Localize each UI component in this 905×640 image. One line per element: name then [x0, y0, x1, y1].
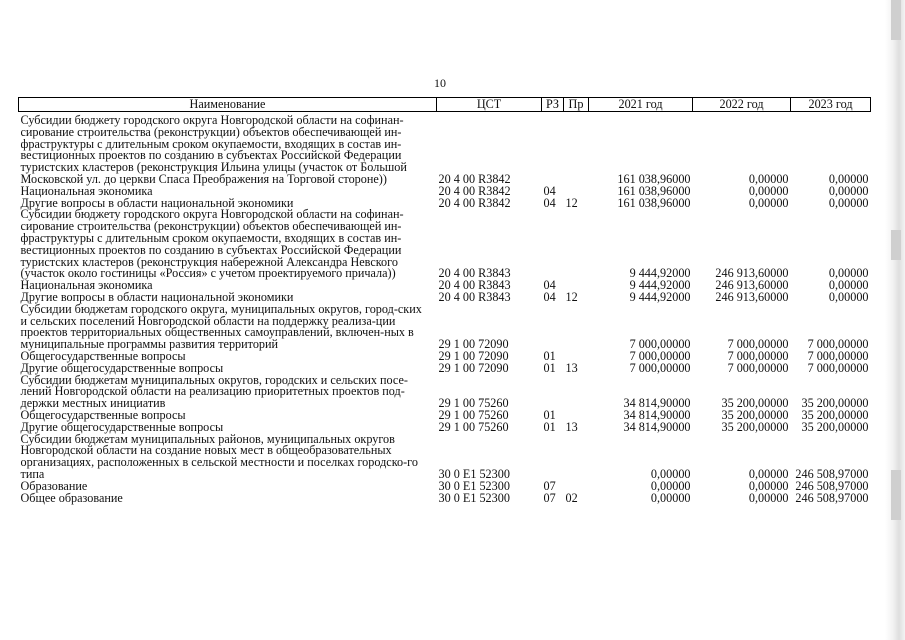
table-row — [19, 434, 871, 481]
row-2023: 35 200,00000 — [801, 407, 869, 422]
header-cst: ЦСТ — [437, 98, 542, 112]
row-cst: 29 1 00 72090 — [438, 337, 509, 352]
row-cst: 30 0 E1 52300 — [438, 478, 510, 493]
header-2023: 2023 год — [791, 98, 871, 112]
row-name: Другие вопросы в области национальной экономики — [20, 289, 294, 304]
row-cst: 29 1 00 75260 — [438, 419, 509, 434]
row-cst: 20 4 00 R3842 — [438, 195, 511, 210]
row-rz: 01 — [543, 407, 556, 422]
table-row — [19, 209, 871, 280]
row-name: Образование — [20, 478, 88, 493]
row-2021: 7 000,00000 — [629, 348, 691, 363]
row-cst: 29 1 00 72090 — [438, 360, 509, 375]
row-name: Общее образование — [20, 490, 123, 505]
row-2022: 0,00000 — [748, 171, 789, 186]
row-2022: 0,00000 — [748, 490, 789, 505]
row-2021: 161 038,96000 — [617, 183, 691, 198]
row-name: Субсидии бюджетам городского округа, муниципальных округов, город-ских и сельских поселений Новгородской области на поддержку реализа-ции проектов территориальных общественных самоуправлений, включен-ных в муниципальные программы развития территорий — [20, 301, 422, 352]
row-2021: 0,00000 — [650, 478, 691, 493]
row-rz: 07 — [543, 478, 556, 493]
row-2023: 246 508,97000 — [795, 466, 869, 481]
row-pr — [564, 375, 589, 410]
row-name: Другие вопросы в области национальной экономики — [20, 195, 294, 210]
scan-edge-mark — [891, 0, 901, 40]
row-cst: 20 4 00 R3842 — [438, 183, 511, 198]
row-2023: 0,00000 — [828, 266, 869, 281]
row-pr — [564, 434, 589, 481]
budget-table — [18, 97, 871, 504]
row-2022: 7 000,00000 — [727, 337, 789, 352]
row-pr — [564, 304, 589, 351]
row-rz: 01 — [543, 348, 556, 363]
row-2022: 0,00000 — [748, 478, 789, 493]
row-2023: 0,00000 — [828, 278, 869, 293]
row-2023: 35 200,00000 — [801, 396, 869, 411]
row-rz: 07 — [543, 490, 556, 505]
row-2023: 7 000,00000 — [807, 337, 869, 352]
row-rz — [542, 375, 564, 410]
row-2023: 7 000,00000 — [807, 348, 869, 363]
header-2022: 2022 год — [693, 98, 791, 112]
row-2021: 9 444,92000 — [629, 266, 691, 281]
row-pr: 02 — [565, 490, 578, 505]
row-2021: 7 000,00000 — [629, 337, 691, 352]
row-2021: 0,00000 — [650, 466, 691, 481]
row-cst: 20 4 00 R3843 — [438, 289, 511, 304]
page-number: 10 — [434, 76, 446, 90]
row-2023: 246 508,97000 — [795, 490, 869, 505]
row-2022: 0,00000 — [748, 183, 789, 198]
table-header-row — [19, 98, 871, 112]
row-rz: 04 — [543, 278, 556, 293]
row-cst: 20 4 00 R3842 — [438, 171, 511, 186]
row-cst: 30 0 E1 52300 — [438, 490, 510, 505]
row-2023: 7 000,00000 — [807, 360, 869, 375]
row-rz — [542, 434, 564, 481]
row-rz — [542, 304, 564, 351]
budget-table-container — [18, 97, 870, 504]
row-2022: 246 913,60000 — [715, 289, 789, 304]
row-name: Субсидии бюджету городского округа Новгородской области на софинан-сирование строительства (реконструкции) объектов обеспечивающей ин-фраструктуры с длительным сроком окупаемости, входящих в состав ин-вестиционных проектов по созданию в субъектах Российской Федерации туристских кластеров (реконструкция Ильина улицы (участок от Большой Московской ул. до церкви Спаса Преображения на Торговой стороне)) — [20, 113, 407, 186]
row-2023: 35 200,00000 — [801, 419, 869, 434]
row-2021: 9 444,92000 — [629, 289, 691, 304]
row-cst: 20 4 00 R3843 — [438, 266, 511, 281]
row-cst: 29 1 00 75260 — [438, 396, 509, 411]
row-name: Общегосударственные вопросы — [20, 348, 186, 363]
row-cst: 30 0 E1 52300 — [438, 466, 510, 481]
row-2021: 34 814,90000 — [623, 396, 691, 411]
row-pr: 12 — [565, 195, 578, 210]
row-2023: 0,00000 — [828, 289, 869, 304]
row-2023: 0,00000 — [828, 183, 869, 198]
row-2022: 246 913,60000 — [715, 266, 789, 281]
row-2021: 161 038,96000 — [617, 171, 691, 186]
row-pr: 13 — [565, 360, 578, 375]
row-cst: 29 1 00 72090 — [438, 348, 509, 363]
row-rz: 01 — [543, 360, 556, 375]
row-2022: 246 913,60000 — [715, 278, 789, 293]
table-row — [19, 304, 871, 351]
row-name: Субсидии бюджету городского округа Новгородской области на софинан-сирование строительства (реконструкции) объектов обеспечивающей ин-фраструктуры с длительным сроком окупаемости, входящих в состав ин-вестиционных проектов по созданию в субъектах Российской Федерации туристских кластеров (реконструкция набережной Александра Невского (участок около гостиницы «Россия» с учетом проектируемого причала)) — [20, 207, 404, 281]
row-2021: 0,00000 — [650, 490, 691, 505]
row-cst: 20 4 00 R3843 — [438, 278, 511, 293]
row-2022: 7 000,00000 — [727, 360, 789, 375]
row-rz: 04 — [543, 183, 556, 198]
row-rz — [542, 209, 564, 280]
row-pr: 12 — [565, 289, 578, 304]
row-2023: 0,00000 — [828, 195, 869, 210]
row-name: Национальная экономика — [20, 278, 153, 293]
table-row — [19, 112, 871, 186]
row-name: Общегосударственные вопросы — [20, 407, 186, 422]
row-pr — [564, 209, 589, 280]
row-name: Другие общегосударственные вопросы — [20, 419, 224, 434]
scan-edge-mark — [891, 230, 901, 260]
row-2021: 34 814,90000 — [623, 407, 691, 422]
scan-edge — [885, 0, 905, 640]
row-cst: 29 1 00 75260 — [438, 407, 509, 422]
row-2021: 161 038,96000 — [617, 195, 691, 210]
row-rz: 04 — [543, 289, 556, 304]
header-rz: РЗ — [542, 98, 564, 112]
row-2021: 9 444,92000 — [629, 278, 691, 293]
row-2021: 7 000,00000 — [629, 360, 691, 375]
row-2022: 35 200,00000 — [721, 396, 789, 411]
row-name: Субсидии бюджетам муниципальных районов, муниципальных округов Новгородской области на создание новых мест в общеобразовательных организациях, расположенных в сельской местности и поселках городско-го типа — [20, 431, 418, 481]
row-2022: 35 200,00000 — [721, 419, 789, 434]
row-name: Другие общегосударственные вопросы — [20, 360, 224, 375]
header-pr: Пр — [564, 98, 589, 112]
row-name: Субсидии бюджетам муниципальных округов, городских и сельских посе-лений Новгородской области на реализацию приоритетных проектов под-держки местных инициатив — [20, 372, 408, 411]
row-pr — [564, 112, 589, 186]
row-2023: 246 508,97000 — [795, 478, 869, 493]
row-rz: 04 — [543, 195, 556, 210]
header-name: Наименование — [19, 98, 437, 112]
row-2022: 7 000,00000 — [727, 348, 789, 363]
scan-edge-mark — [891, 470, 901, 520]
row-rz: 01 — [543, 419, 556, 434]
row-2022: 35 200,00000 — [721, 407, 789, 422]
table-row — [19, 375, 871, 410]
row-2022: 0,00000 — [748, 466, 789, 481]
header-2021: 2021 год — [589, 98, 693, 112]
row-2023: 0,00000 — [828, 171, 869, 186]
row-rz — [542, 112, 564, 186]
row-2022: 0,00000 — [748, 195, 789, 210]
table-row — [19, 493, 871, 505]
row-name: Национальная экономика — [20, 183, 153, 198]
row-pr: 13 — [565, 419, 578, 434]
table-body — [19, 112, 871, 505]
row-2021: 34 814,90000 — [623, 419, 691, 434]
